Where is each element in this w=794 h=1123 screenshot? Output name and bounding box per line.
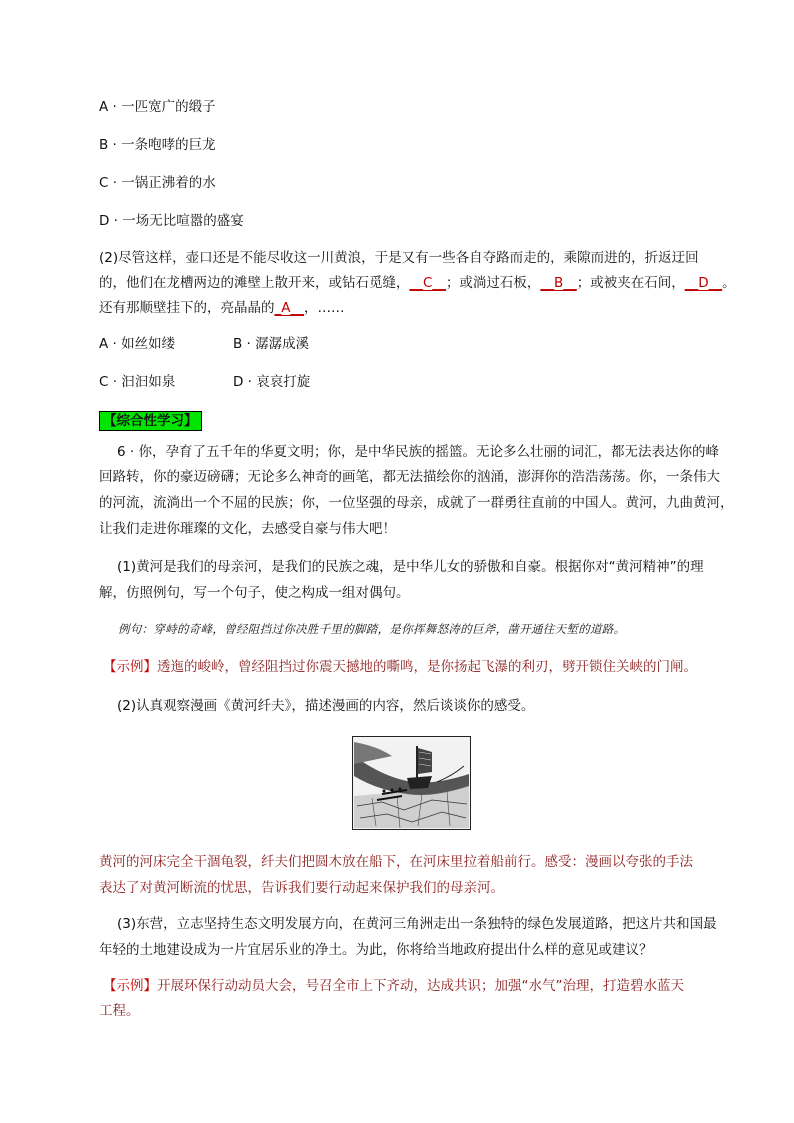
example-sentence: 例句：穿峙的奇峰，曾经阻挡过你决胜千里的脚踏，是你挥舞怒涛的巨斧，凿开通往天堑的道路。 [118, 622, 626, 636]
option-d: D · 一场无比喧嚣的盛宴 [99, 213, 244, 229]
answer-text: 透迤的峻岭，曾经阻挡过你震天撼地的嘶鸣，是你扬起飞瀑的利刃，劈开锁住关峡的门闸。 [157, 659, 697, 675]
q6-3-answer-line-1 [103, 976, 684, 996]
q2-text: ；或淌过石板， [445, 275, 541, 291]
q6-1-answer [103, 657, 697, 677]
q2-text: ；或被夹在石间， [576, 275, 685, 291]
q6-2-answer-line-1: 黄河的河床完全干涸龟裂，纤夫们把圆木放在船下，在河床里拉着船前行。感受：漫画以夸张的手法 [99, 854, 693, 870]
q2-text: 还有那顺壁挂下的，亮晶晶的 [99, 300, 275, 316]
q2-text: ，…… [304, 300, 345, 316]
q6-1-line-2: 解，仿照例句，写一个句子，使之构成一组对偶句。 [99, 585, 410, 601]
q2-line-1: (2)尽管这样，壶口还是不能尽收这一川黄浪，于是又有一些各自夺路而走的，乘隙而进的，折返迂回 [99, 250, 699, 266]
q6-line-2: 回路转，你的豪迈磅礴；无论多么神奇的画笔，都无法描绘你的汹涌，澎湃你的浩浩荡荡。你，一条伟大 [99, 469, 720, 485]
q6-line-3: 的河流，流淌出一个不屈的民族；你，一位坚强的母亲，成就了一群勇往直前的中国人。黄河，九曲黄河， [99, 495, 734, 511]
q2-line-2 [99, 273, 736, 293]
answer-label: 【示例】 [103, 978, 157, 994]
option-c: C · 一锅正沸着的水 [99, 175, 216, 191]
q6-3-line-1: (3)东营，立志坚持生态文明发展方向，在黄河三角洲走出一条独特的绿色发展道路，把这片共和国最 [117, 916, 717, 932]
q6-line-4: 让我们走进你璀璨的文化，去感受自豪与伟大吧！ [99, 521, 396, 537]
blank-c: __C__ [409, 275, 446, 291]
blank-a: _A__ [274, 300, 304, 316]
option-a: A · 一匹宽广的缎子 [99, 99, 216, 115]
q6-2-question: (2)认真观察漫画《黄河纤夫》，描述漫画的内容，然后谈谈你的感受。 [117, 698, 535, 714]
q6-1-line-1: (1)黄河是我们的母亲河，是我们的民族之魂，是中华儿女的骄傲和自豪。根据你对“黄河精神”的理 [117, 559, 704, 575]
q2-line-3 [99, 298, 345, 318]
cartoon-image [352, 736, 471, 830]
q2-option-b: B · 潺潺成溪 [233, 336, 310, 352]
option-b: B · 一条咆哮的巨龙 [99, 137, 216, 153]
q2-text: 的，他们在龙槽两边的滩壁上散开来，或钻石觅缝， [99, 275, 410, 291]
section-tag: 【综合性学习】 [99, 411, 202, 431]
blank-b: __B__ [540, 275, 577, 291]
q2-option-c: C · 汩汩如泉 [99, 374, 176, 390]
q2-option-d: D · 哀哀打旋 [233, 374, 311, 390]
answer-label: 【示例】 [103, 659, 157, 675]
blank-d: __D__ [684, 275, 723, 291]
q6-2-answer-line-2: 表达了对黄河断流的忧思，告诉我们要行动起来保护我们的母亲河。 [99, 880, 504, 896]
answer-text: 开展环保行动动员大会，号召全市上下齐动，达成共识；加强“水气”治理，打造碧水蓝天 [157, 978, 684, 994]
q6-3-answer-line-2: 工程。 [99, 1003, 140, 1019]
q2-text: 。 [722, 275, 736, 291]
q2-option-a: A · 如丝如缕 [99, 336, 176, 352]
q6-line-1: 6 · 你，孕育了五千年的华夏文明；你，是中华民族的摇篮。无论多么壮丽的词汇，都无法表达你的峰 [117, 444, 719, 460]
q6-3-line-2: 年轻的土地建设成为一片宜居乐业的净土。为此，你将给当地政府提出什么样的意见或建议？ [99, 942, 653, 958]
